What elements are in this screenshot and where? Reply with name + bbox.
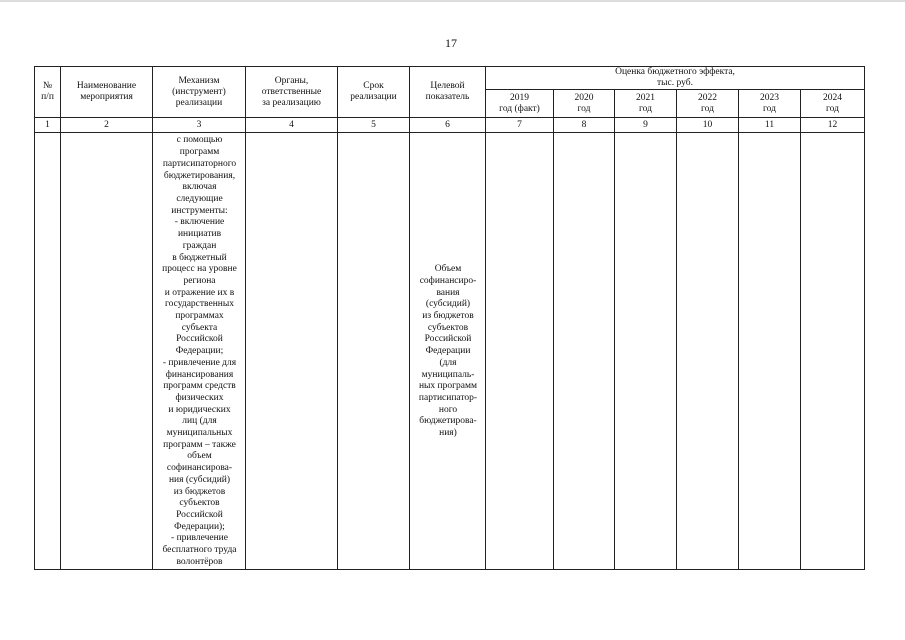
- scan-top-edge: [0, 0, 905, 2]
- header-budget-effect: Оценка бюджетного эффекта, тыс. руб.: [486, 67, 865, 90]
- year-2021-cell: [615, 133, 677, 570]
- column-number: 8: [554, 118, 615, 133]
- column-number: 10: [677, 118, 739, 133]
- target-indicator-cell: [410, 133, 486, 570]
- column-number: 2: [61, 118, 153, 133]
- column-number: 12: [801, 118, 865, 133]
- measures-table: [34, 66, 865, 570]
- header-year-2022: 2022 год: [677, 90, 739, 118]
- term-cell: [338, 133, 410, 570]
- header-term: Срок реализации: [338, 67, 410, 118]
- year-2020-cell: [554, 133, 615, 570]
- header-target-indicator: Целевой показатель: [410, 67, 486, 118]
- table-row: [35, 133, 865, 570]
- column-number: 4: [246, 118, 338, 133]
- header-responsible-bodies: Органы, ответственные за реализацию: [246, 67, 338, 118]
- header-year-2024: 2024 год: [801, 90, 865, 118]
- column-number: 9: [615, 118, 677, 133]
- row-number-cell: [35, 133, 61, 570]
- column-number: 1: [35, 118, 61, 133]
- year-2022-cell: [677, 133, 739, 570]
- mechanism-cell: [153, 133, 246, 570]
- header-number: № п/п: [35, 67, 61, 118]
- column-number: 5: [338, 118, 410, 133]
- header-year-2019: 2019 год (факт): [486, 90, 554, 118]
- column-number: 11: [739, 118, 801, 133]
- header-mechanism: Механизм (инструмент) реализации: [153, 67, 246, 118]
- page-number: 17: [445, 36, 457, 50]
- header-year-2021: 2021 год: [615, 90, 677, 118]
- year-2024-cell: [801, 133, 865, 570]
- target-indicator-text: Объем софинансиро- вания (субсидий) из бюджетов субъектов Российской Федерации (для муниципаль- ных программ партисипатор- ного бюджетирова- ния): [418, 264, 478, 439]
- column-number: 6: [410, 118, 486, 133]
- year-2019-cell: [486, 133, 554, 570]
- column-number: 7: [486, 118, 554, 133]
- column-number-row: [35, 118, 865, 133]
- header-year-2020: 2020 год: [554, 90, 615, 118]
- column-number: 3: [153, 118, 246, 133]
- header-measure-name: Наименование мероприятия: [61, 67, 153, 118]
- measure-name-cell: [61, 133, 153, 570]
- mechanism-text: с помощью программ партисипаторного бюджетирования, включая следующие инструменты: - включение инициатив граждан в бюджетный процесс на уровне региона и отражение их в государственных программах субъекта Российской Федерации; - привлечение для финансирования программ средств физических и юридических лиц (для муниципальных программ – также объем софинансирова- ния (субсидий) из бюджетов субъектов Российской Федерации); - привлечение бесплатного труда волонтёров: [162, 135, 237, 567]
- header-year-2023: 2023 год: [739, 90, 801, 118]
- year-2023-cell: [739, 133, 801, 570]
- responsible-bodies-cell: [246, 133, 338, 570]
